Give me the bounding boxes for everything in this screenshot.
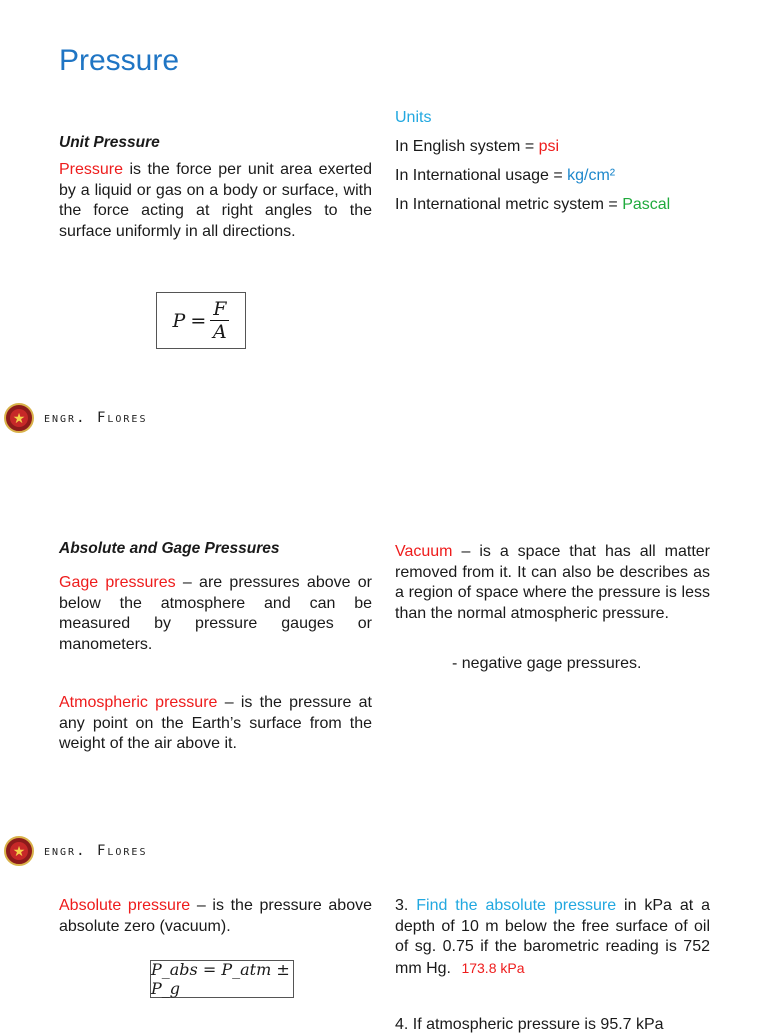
- seal-logo-icon: ★: [4, 836, 34, 866]
- pressure-keyword: Pressure: [59, 161, 124, 178]
- footer-author: engr. Flores: [44, 843, 148, 859]
- atmospheric-keyword: Atmospheric pressure: [59, 694, 218, 711]
- vacuum-definition: [395, 542, 710, 624]
- seal-logo-icon: ★: [4, 403, 34, 433]
- problem-3-answer: 173.8 kPa: [461, 959, 525, 976]
- units-line-metric: [395, 195, 670, 216]
- atmospheric-pressure-definition: [59, 693, 372, 755]
- formula-equals: =: [190, 309, 207, 332]
- formula-fraction: [210, 298, 229, 343]
- units-international-label: In International usage =: [395, 167, 568, 184]
- units-heading: Units: [395, 109, 432, 126]
- problem-3: [395, 896, 710, 979]
- vacuum-note: - negative gage pressures.: [452, 655, 642, 672]
- units-international-value: kg/cm²: [567, 167, 616, 184]
- units-english-label: In English system =: [395, 138, 539, 155]
- absolute-pressure-formula: [150, 960, 294, 998]
- vacuum-text: – is a space that has all matter removed from it. It can also be describes as a region of space where the pressure is less than the normal atmospheric pressure.: [395, 543, 710, 622]
- absolute-formula-text: P_abs = P_atm ± P_g: [151, 960, 290, 998]
- unit-pressure-heading: Unit Pressure: [59, 134, 160, 151]
- gage-text: – are pressures above or below the atmosphere and can be measured by pressure gauges or manometers.: [59, 574, 372, 653]
- problem-3-number: 3.: [395, 897, 417, 914]
- absolute-text: – is the pressure above absolute zero (vacuum).: [59, 897, 372, 935]
- formula-numerator: F: [210, 298, 229, 321]
- atmospheric-text: – is the pressure at any point on the Earth’s surface from the weight of the air above it.: [59, 694, 373, 752]
- problem-4-partial: 4. If atmospheric pressure is 95.7 kPa: [395, 1016, 664, 1033]
- pressure-formula: [156, 292, 246, 349]
- units-line-international: [395, 166, 615, 187]
- formula-lhs: P: [172, 309, 186, 332]
- slide-title: Pressure: [59, 44, 180, 77]
- absolute-pressure-definition: [59, 896, 372, 937]
- formula-denominator: A: [212, 321, 227, 343]
- gage-keyword: Gage pressures: [59, 574, 176, 591]
- vacuum-keyword: Vacuum: [395, 543, 453, 560]
- units-metric-label: In International metric system =: [395, 196, 623, 213]
- units-line-english: [395, 137, 559, 158]
- footer-1: [4, 403, 147, 433]
- problem-3-link: Find the absolute pressure: [416, 897, 617, 914]
- gage-pressure-definition: [59, 573, 372, 655]
- unit-pressure-definition: [59, 160, 372, 242]
- pressure-definition-text: is the force per unit area exerted by a liquid or gas on a body or surface, with the force acting at right angles to the surface uniformly in all directions.: [59, 161, 372, 240]
- abs-gage-heading: Absolute and Gage Pressures: [59, 540, 280, 557]
- units-metric-value: Pascal: [622, 196, 671, 213]
- footer-author: engr. Flores: [44, 410, 148, 426]
- footer-2: [4, 836, 147, 866]
- units-english-value: psi: [538, 138, 560, 155]
- problem-3-text: in kPa at a depth of 10 m below the free surface of oil of sg. 0.75 if the barometric reading is 752 mm Hg.: [395, 897, 711, 977]
- absolute-keyword: Absolute pressure: [59, 897, 191, 914]
